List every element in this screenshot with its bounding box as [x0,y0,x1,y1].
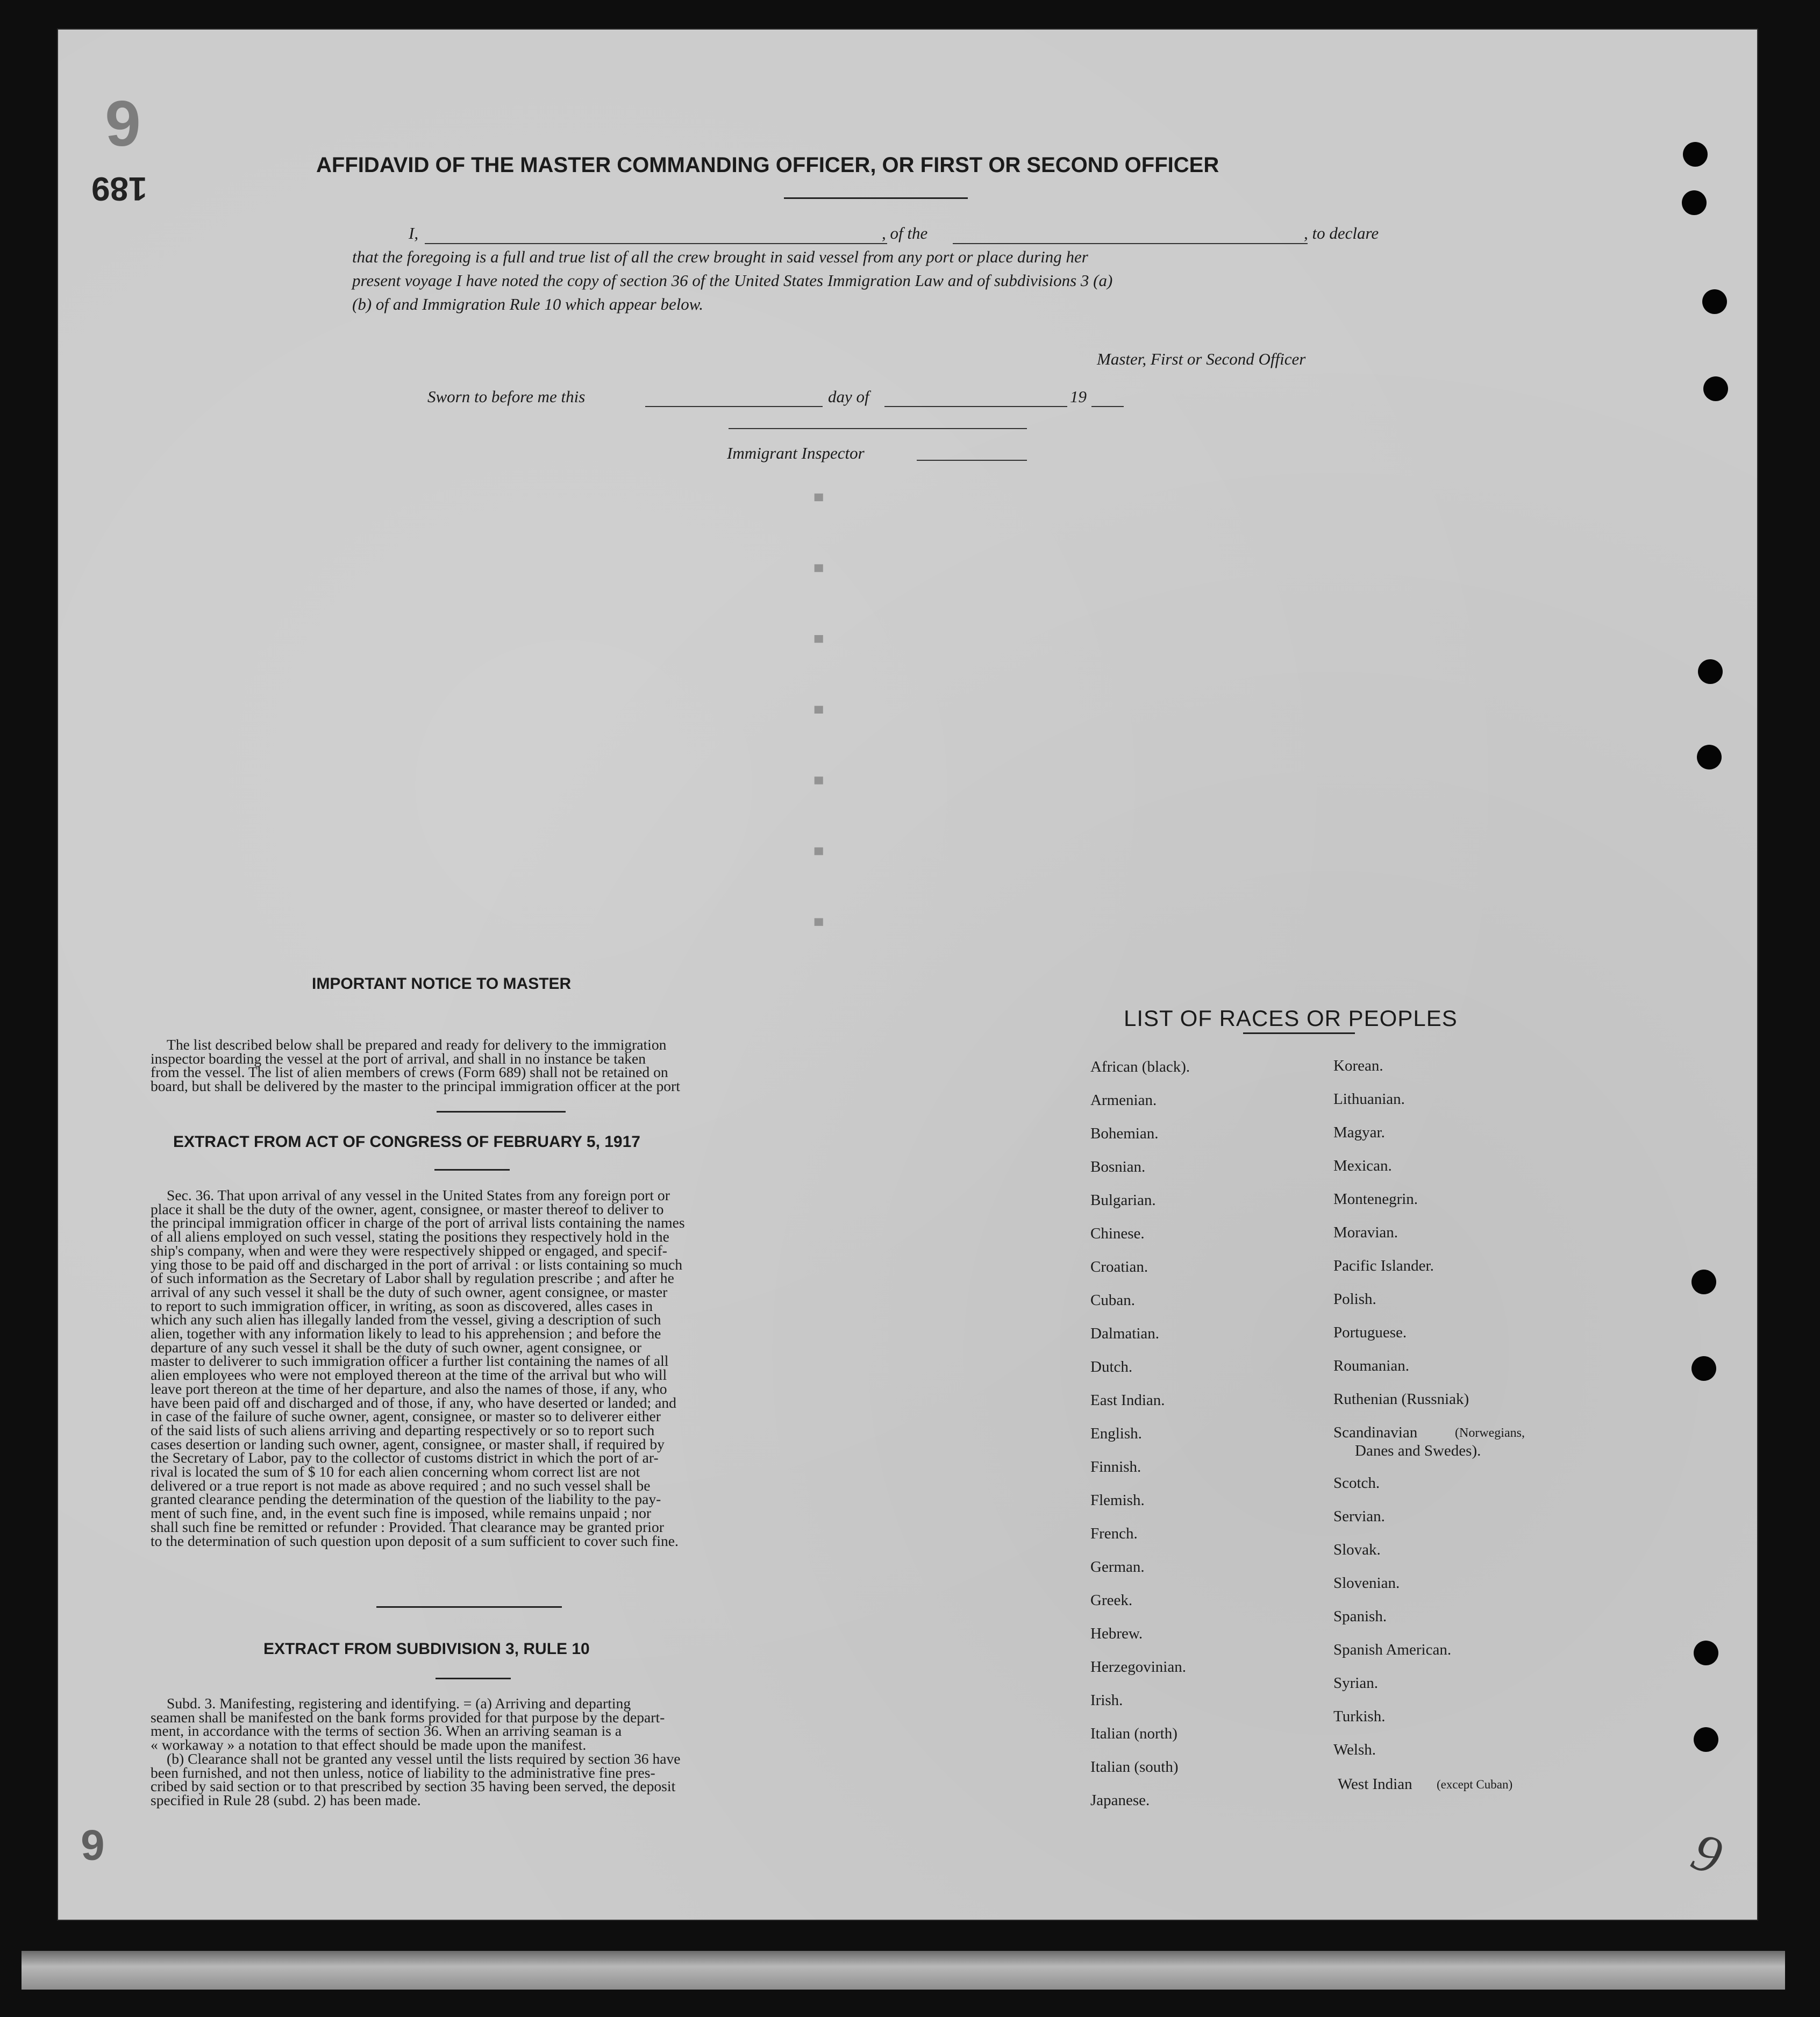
affidavit-line-4: (b) of and Immigration Rule 10 which appear below. [352,295,703,313]
punch-hole-3 [1702,289,1727,314]
race-west-indian-note: (except Cuban) [1437,1778,1513,1791]
race-right: Servian. [1333,1508,1385,1525]
month-blank [884,406,1067,407]
act-line: ment of such fine, and, in the event such fine is imposed, while remains unpaid ; nor [151,1505,652,1522]
act-text [151,1188,785,1548]
race-left: English. [1090,1425,1142,1442]
name-blank [425,243,887,244]
act-line: place it shall be the duty of the owner, agent, consignee, or master thereof to deliver to [151,1200,664,1217]
race-left: Croatian. [1090,1258,1148,1275]
punch-hole-7 [1691,1270,1716,1294]
rule-line: cribed by said section or to that prescribed by section 35 having been served, the deposit [151,1778,676,1795]
races-title: LIST OF RACES OR PEOPLES [1124,1006,1458,1031]
punch-hole-2 [1682,190,1707,215]
day-of-label: day of [828,387,869,406]
race-left: Hebrew. [1090,1625,1143,1642]
race-left: Dutch. [1090,1358,1133,1375]
act-line: departure of any such vessel it shall be the duty of such owner, agent consignee, or [151,1338,642,1356]
margin-mark-bottom-right: 9 [1684,1821,1730,1887]
act-line: shall such fine be remitted or refunder : Provided. That clearance may be granted prior [151,1518,664,1535]
act-line: cases desertion or landing such owner, agent, consignee, or master shall, if required by [151,1435,665,1452]
inspector-signature-blank [729,428,1027,429]
race-scandinavian-note: (Norwegians, [1455,1426,1525,1440]
year-prefix: 19 [1070,387,1087,406]
race-left: Finnish. [1090,1458,1141,1476]
race-right: Turkish. [1333,1708,1386,1725]
rule-title: EXTRACT FROM SUBDIVISION 3, RULE 10 [263,1640,590,1658]
affidavit-of-the: , of the [882,224,928,243]
race-left: French. [1090,1525,1138,1542]
race-right: Slovenian. [1333,1574,1400,1592]
race-right: Syrian. [1333,1674,1378,1692]
race-left: Dalmatian. [1090,1325,1160,1342]
race-left: Herzegovinian. [1090,1658,1186,1676]
notice-line: inspector boarding the vessel at the port of arrival, and shall in no instance be taken [151,1050,646,1067]
act-line: of all aliens employed on such vessel, stating the positions they respectively hold in the [151,1228,669,1245]
notice-line: from the vessel. The list of alien members of crews (Form 689) shall not be retained on [151,1064,668,1081]
race-left: Bosnian. [1090,1158,1146,1175]
act-line: of such information as the Secretary of Labor shall by regulation prescribe ; and after he [151,1270,674,1287]
race-right: Korean. [1333,1057,1383,1074]
race-right: Portuguese. [1333,1324,1407,1341]
notice-text [151,1038,785,1093]
notice-title: IMPORTANT NOTICE TO MASTER [312,975,572,993]
races-title-underline [1243,1032,1355,1034]
affidavit-i: I, [409,224,419,243]
bleed-through-text: · · · · · · · [780,484,870,946]
rule-text [151,1697,785,1807]
race-left: Flemish. [1090,1492,1145,1509]
race-right: Welsh. [1333,1741,1376,1758]
punch-hole-8 [1691,1356,1716,1381]
sworn-day-blank [645,406,823,407]
act-line: the principal immigration officer in charge of the port of arrival lists containing the names [151,1214,685,1231]
punch-hole-6 [1697,745,1722,769]
race-right: Polish. [1333,1291,1376,1308]
race-right: Ruthenian (Russniak) [1333,1391,1469,1408]
rule-line: ment, in accordance with the terms of section 36. When an arriving seaman is a [151,1722,622,1740]
act-line: alien employees who were not employed thereon at the time of the arrival but who will [151,1366,667,1384]
rule-line: specified in Rule 28 (subd. 2) has been made. [151,1791,421,1808]
affidavit-declare: , to declare [1304,224,1379,243]
race-left: German. [1090,1558,1145,1576]
signer-role: Master, First or Second Officer [1097,350,1306,368]
act-line: to report to such immigration officer, in writing, as soon as discovered, alles cases in [151,1297,653,1314]
margin-mark-number: 189 [91,170,147,207]
act-line: granted clearance pending the determination of the question of the liability to the pay- [151,1491,661,1508]
race-left: Armenian. [1090,1092,1157,1109]
rule-line: Subd. 3. Manifesting, registering and identifying. = (a) Arriving and departing [167,1695,631,1712]
inspector-label: Immigrant Inspector [727,444,865,462]
affidavit-title: AFFIDAVID OF THE MASTER COMMANDING OFFICER, OR FIRST OR SECOND OFFICER [316,153,1219,177]
race-left: Bohemian. [1090,1125,1159,1142]
race-right: Moravian. [1333,1224,1398,1241]
sworn-label: Sworn to before me this [427,387,586,406]
race-left: East Indian. [1090,1392,1165,1409]
affidavit-line-3: present voyage I have noted the copy of section 36 of the United States Immigration Law and of subdivisions 3 (a) [352,271,1113,290]
race-right: Roumanian. [1333,1357,1409,1374]
race-right: Magyar. [1333,1124,1385,1141]
race-right: Scandinavian [1333,1424,1418,1441]
punch-hole-10 [1694,1727,1718,1752]
punch-hole-9 [1694,1641,1718,1665]
notice-rule [437,1111,566,1113]
act-line: arrival of any such vessel it shall be the duty of such owner, agent consignee, or master [151,1283,668,1300]
year-blank [1091,406,1124,407]
act-line: of the said lists of such aliens arriving and departing respectively or so to report such [151,1421,655,1438]
affidavit-line-2: that the foregoing is a full and true list of all the crew brought in said vessel from any port or place during her [352,247,1088,266]
act-rule [434,1169,510,1171]
race-left: Chinese. [1090,1225,1145,1242]
race-right: West Indian [1338,1776,1412,1793]
rule-title-rule [436,1678,511,1679]
act-title: EXTRACT FROM ACT OF CONGRESS OF FEBRUARY 5, 1917 [173,1133,640,1151]
race-right: Pacific Islander. [1333,1257,1434,1274]
rule-line: been furnished, and not then unless, notice of liability to the administrative fine pres- [151,1764,655,1781]
race-left: Italian (north) [1090,1725,1177,1742]
race-left: Italian (south) [1090,1758,1179,1776]
race-right: Spanish American. [1333,1641,1452,1658]
race-left: Greek. [1090,1592,1133,1609]
race-left: African (black). [1090,1058,1190,1075]
margin-mark-bottom-left: 6 [81,1821,105,1869]
act-line: the Secretary of Labor, pay to the collector of customs district in which the port of ar- [151,1449,659,1466]
margin-mark-big: 6 [105,87,141,159]
race-left: Cuban. [1090,1292,1135,1309]
race-right: Montenegrin. [1333,1191,1418,1208]
film-edge-strip [22,1951,1785,1990]
race-left: Japanese. [1090,1792,1150,1809]
act-line: Sec. 36. That upon arrival of any vessel in the United States from any foreign port or [167,1187,670,1203]
rule-line: « workaway » a notation to that effect should be made upon the manifest. [151,1736,587,1754]
rule-line: (b) Clearance shall not be granted any vessel until the lists required by section 36 have [167,1750,681,1767]
act-end-rule [376,1606,562,1608]
notice-line: board, but shall be delivered by the master to the principal immigration officer at the port [151,1078,680,1095]
punch-hole-5 [1698,659,1723,684]
act-line: have been paid off and discharged and of those, if any, who have deserted or landed; and [151,1394,676,1411]
vessel-blank [953,243,1308,244]
inspector-blank [917,460,1027,461]
rule-line: seamen shall be manifested on the bank forms provided for that purpose by the depart- [151,1708,665,1726]
affidavit-title-rule [784,197,968,199]
act-line: in case of the failure of suche owner, agent, consignee, or master so to deliverer either [151,1408,661,1425]
punch-hole-1 [1683,142,1708,167]
act-line: rival is located the sum of $ 10 for each alien concerning whom correct list are not [151,1463,640,1480]
race-right: Spanish. [1333,1608,1387,1625]
act-line: to the determination of such question upon deposit of a sum sufficient to cover such fine. [151,1532,679,1549]
race-right: Slovak. [1333,1541,1381,1558]
act-line: alien, together with any information likely to lead to his apprehension ; and before the [151,1325,661,1342]
race-left: Irish. [1090,1692,1123,1709]
race-right: Mexican. [1333,1157,1392,1174]
act-line: ying those to be paid off and discharged in the port of arrival : or lists containing so much [151,1256,683,1273]
act-line: leave port thereon at the time of her departure, and also the names of those, if any, who [151,1380,667,1397]
race-right: Lithuanian. [1333,1091,1405,1108]
act-line: delivered or a true report is not made as above required ; and no such vessel shall be [151,1477,651,1494]
race-right: Scotch. [1333,1474,1380,1492]
race-scandinavian-cont: Danes and Swedes). [1355,1442,1481,1459]
punch-hole-4 [1703,376,1728,401]
act-line: which any such alien has illegally landed from the vessel, giving a description of such [151,1311,661,1328]
act-line: ship's company, when and were they were respectively shipped or engaged, and specif- [151,1242,667,1259]
notice-line: The list described below shall be prepared and ready for delivery to the immigration [167,1036,667,1053]
act-line: master to deliverer to such immigration officer a further list containing the names of all [151,1352,669,1370]
race-left: Bulgarian. [1090,1192,1156,1209]
